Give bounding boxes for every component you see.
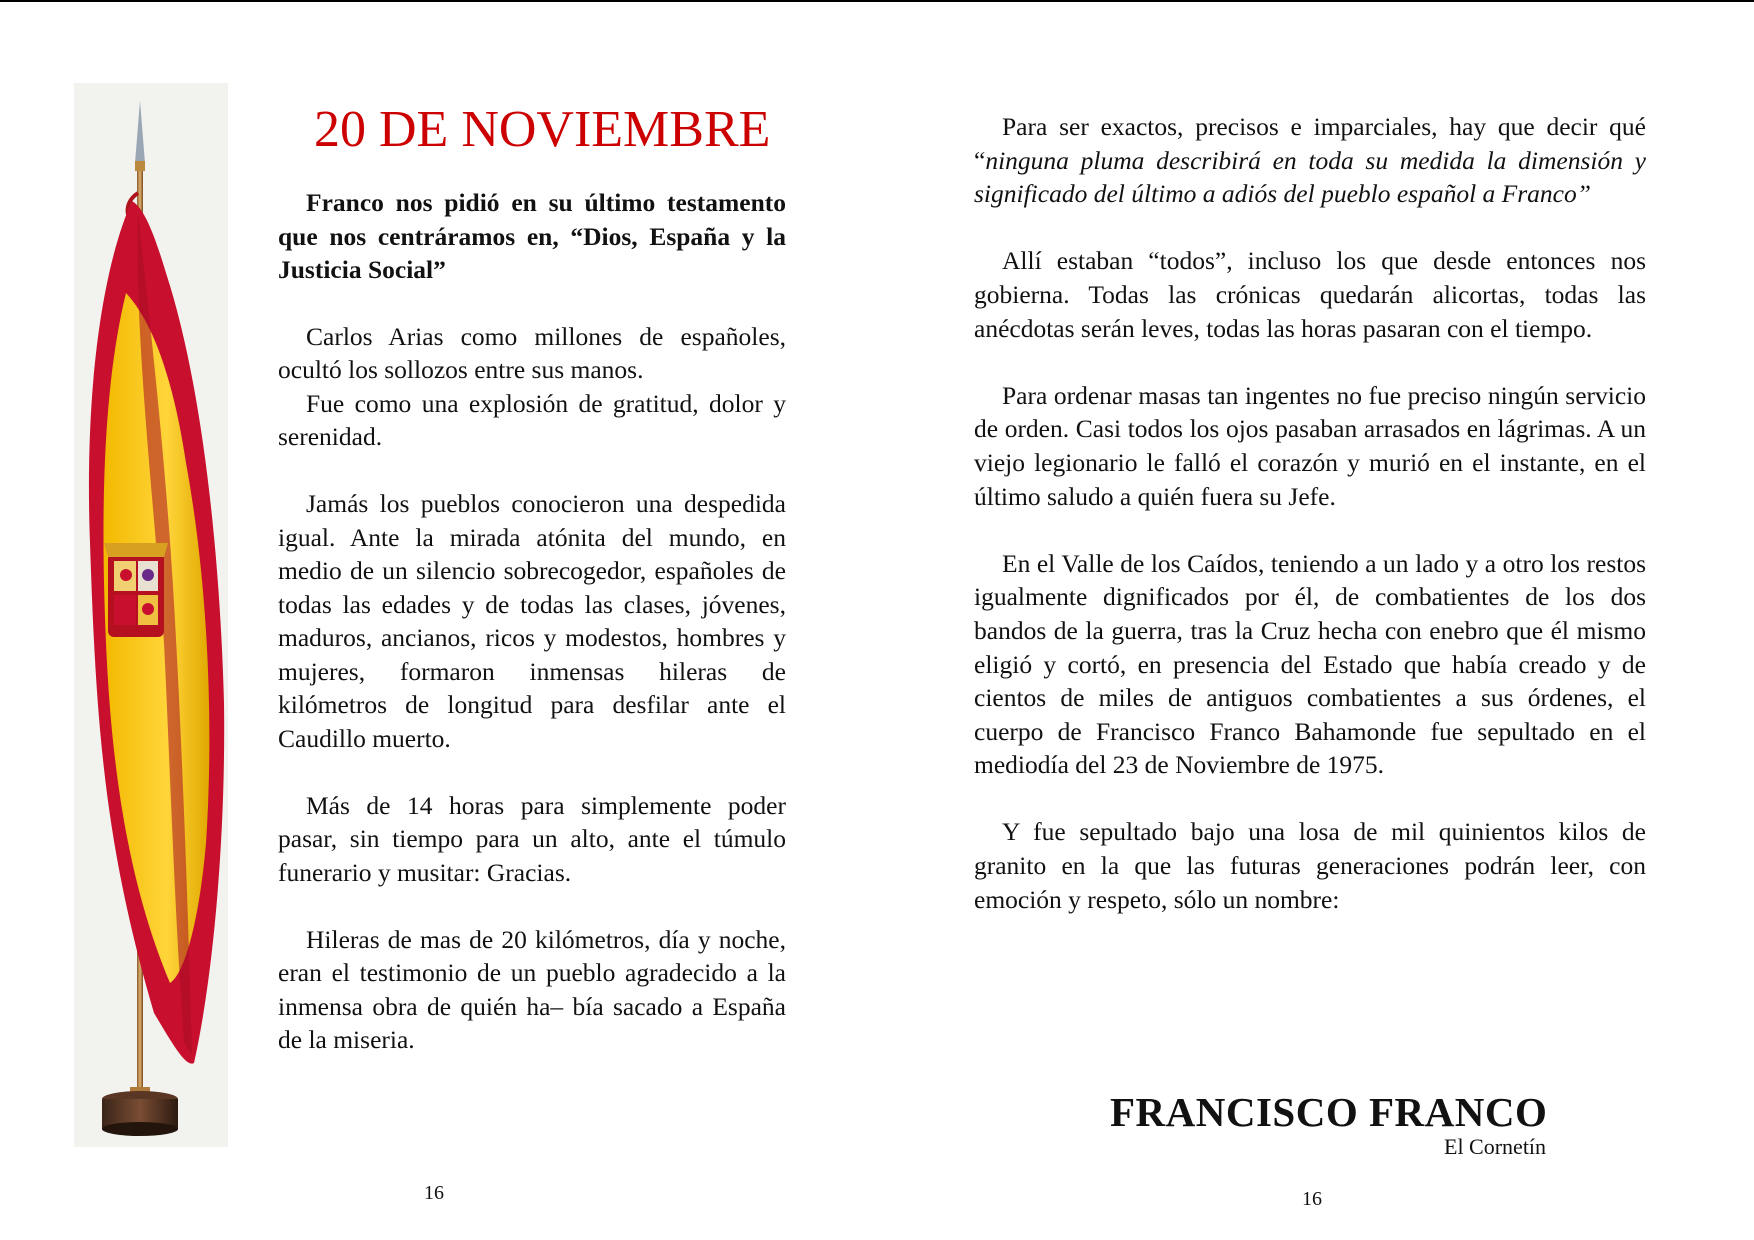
page-number-right: 16 (1302, 1188, 1322, 1210)
quoted-text: ninguna pluma describirá en toda su medida la dimensión y significado del último a adiós del pueblo español a Franco” (974, 145, 1646, 209)
paragraph: Jamás los pueblos conocieron una despedida igual. Ante la mirada atónita del mundo, en medio de un silencio sobrecogedor, españoles de todas las edades y de todas las clases, jóvenes, maduros, ancianos, ricos y modestos, hombres y mujeres, formaron inmensas hileras de kilómetros de longitud para desfilar ante el Caudillo muerto. (278, 489, 786, 753)
signature-name: FRANCISCO FRANCO (1110, 1089, 1548, 1135)
paragraph: Más de 14 horas para simplemente poder pasar, sin tiempo para un alto, ante el túmulo funerario y musitar: Gracias. (278, 790, 786, 887)
paragraph: Fue como una explosión de gratitud, dolor y serenidad. (278, 388, 786, 451)
lead-paragraph: Franco nos pidió en su último testamento que nos centráramos en, “Dios, España y la Justicia Social” (278, 188, 786, 284)
paragraph: Y fue sepultado bajo una losa de mil quinientos kilos de granito en la que las futuras generaciones podrán leer, con emoción y respeto, sólo un nombre: (974, 817, 1646, 914)
paragraph: Hileras de mas de 20 kilómetros, día y noche, eran el testimonio de un pueblo agradecido a la inmensa obra de quién ha– bía sacado a España de la miseria. (278, 924, 786, 1054)
right-page (974, 110, 1646, 916)
paragraph (974, 110, 1646, 211)
paragraph: Allí estaban “todos”, incluso los que desde entonces nos gobierna. Todas las crónicas quedarán alicortas, todas las anécdotas serán leves, todas las horas pasaran con el tiempo. (974, 246, 1646, 343)
paragraph-start: Para ser exactos, precisos e imparciales, hay que decir qué “ (974, 112, 1646, 175)
paragraph: En el Valle de los Caídos, teniendo a un lado y a otro los restos igualmente dignificados por él, de combatientes de los dos bandos de la guerra, tras la Cruz hecha con enebro que él mismo eligió y cortó, en presencia del Estado que había creado y de cientos de miles de antiguos combatientes a sus órdenes, el cuerpo de Francisco Franco Bahamonde fue sepultado en el mediodía del 23 de Noviembre de 1975. (974, 548, 1646, 780)
paragraph: Carlos Arias como millones de españoles, ocultó los sollozos entre sus manos. (278, 321, 786, 384)
spanish-flag-on-pole-icon (74, 83, 228, 1147)
page-number-left: 16 (424, 1182, 444, 1204)
page-title: 20 DE NOVIEMBRE (314, 101, 771, 158)
top-border-line (0, 0, 1754, 2)
left-page (278, 98, 786, 1057)
flag-image (74, 83, 228, 1147)
author-name: El Cornetín (1444, 1134, 1547, 1159)
paragraph: Para ordenar masas tan ingentes no fue preciso ningún servicio de orden. Casi todos los ojos pasaban arrasados en lágrimas. A un viejo legionario le falló el corazón y murió en el instante, en el último saludo a quién fuera su Jefe. (974, 380, 1646, 511)
